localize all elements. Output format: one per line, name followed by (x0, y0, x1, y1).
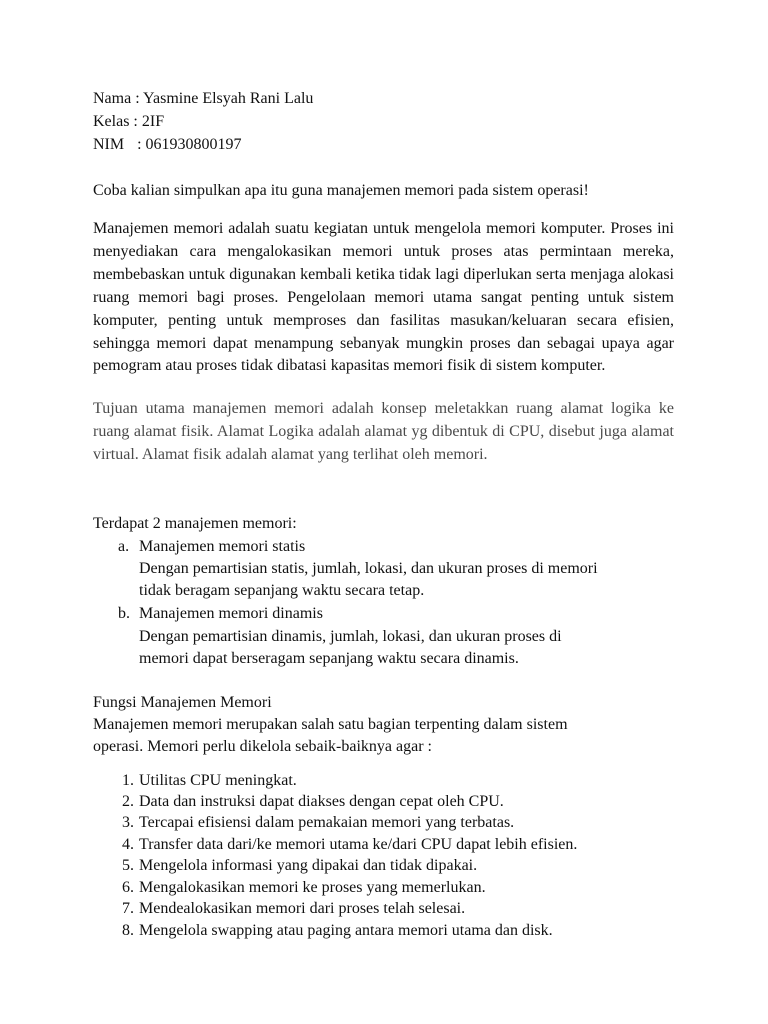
nim-label: NIM (93, 136, 125, 153)
list-number: 8. (122, 922, 134, 939)
type-marker: b. (118, 605, 130, 622)
type-desc: tidak beragam sepanjang waktu secara tetap. (139, 582, 425, 599)
question: Coba kalian simpulkan apa itu guna manajemen memori pada sistem operasi! (93, 182, 589, 199)
list-item: Utilitas CPU meningkat. (139, 772, 297, 789)
paragraph-definition: Manajemen memori adalah suatu kegiatan untuk mengelola memori komputer. Proses ini menyediakan cara mengalokasikan memori untuk proses atas permintaan mereka, membebaskan untuk digunakan kembali ketika tidak lagi diperlukan serta menjaga alokasi ruang memori bagi proses. Pengelolaan memori utama sangat penting untuk sistem komputer, penting untuk memproses dan fasilitas masukan/keluaran secara efisien, sehingga memori dapat menampung sebanyak mungkin proses dan sebagai upaya agar pemogram atau proses tidak dibatasi kapasitas memori fisik di sistem komputer. (93, 220, 674, 375)
type-desc: memori dapat berseragam sepanjang waktu secara dinamis. (139, 650, 519, 667)
type-title: Manajemen memori statis (139, 538, 306, 555)
list-number: 2. (122, 793, 134, 810)
student-nim (93, 134, 242, 156)
type-marker: a. (118, 538, 130, 555)
list-number: 1. (122, 772, 134, 789)
list-number: 6. (122, 879, 134, 896)
list-item: Mengelola swapping atau paging antara memori utama dan disk. (139, 922, 553, 939)
type-title: Manajemen memori dinamis (139, 605, 323, 622)
student-class: Kelas : 2IF (93, 113, 165, 130)
list-item: Tercapai efisiensi dalam pemakaian memori yang terbatas. (139, 814, 515, 831)
nim-value: : 061930800197 (137, 136, 242, 153)
list-item: Mengelola informasi yang dipakai dan tidak dipakai. (139, 857, 478, 874)
list-number: 3. (122, 814, 134, 831)
student-name: Nama : Yasmine Elsyah Rani Lalu (93, 90, 314, 107)
functions-heading: Fungsi Manajemen Memori (93, 694, 272, 711)
list-item: Mendealokasikan memori dari proses telah selesai. (139, 900, 466, 917)
list-number: 4. (122, 836, 134, 853)
list-number: 5. (122, 857, 134, 874)
functions-intro: operasi. Memori perlu dikelola sebaik-baiknya agar : (93, 738, 432, 755)
types-intro: Terdapat 2 manajemen memori: (93, 515, 297, 532)
list-item: Mengalokasikan memori ke proses yang memerlukan. (139, 879, 486, 896)
type-desc: Dengan pemartisian statis, jumlah, lokasi, dan ukuran proses di memori (139, 560, 598, 577)
paragraph-purpose: Tujuan utama manajemen memori adalah konsep meletakkan ruang alamat logika ke ruang alamat fisik. Alamat Logika adalah alamat yg dibentuk di CPU, disebut juga alamat virtual. Alamat fisik adalah alamat yang terlihat oleh memori. (93, 400, 674, 463)
type-desc: Dengan pemartisian dinamis, jumlah, lokasi, dan ukuran proses di (139, 628, 562, 645)
list-item: Data dan instruksi dapat diakses dengan cepat oleh CPU. (139, 793, 504, 810)
list-number: 7. (122, 900, 134, 917)
list-item: Transfer data dari/ke memori utama ke/dari CPU dapat lebih efisien. (139, 836, 578, 853)
functions-intro: Manajemen memori merupakan salah satu bagian terpenting dalam sistem (93, 716, 568, 733)
